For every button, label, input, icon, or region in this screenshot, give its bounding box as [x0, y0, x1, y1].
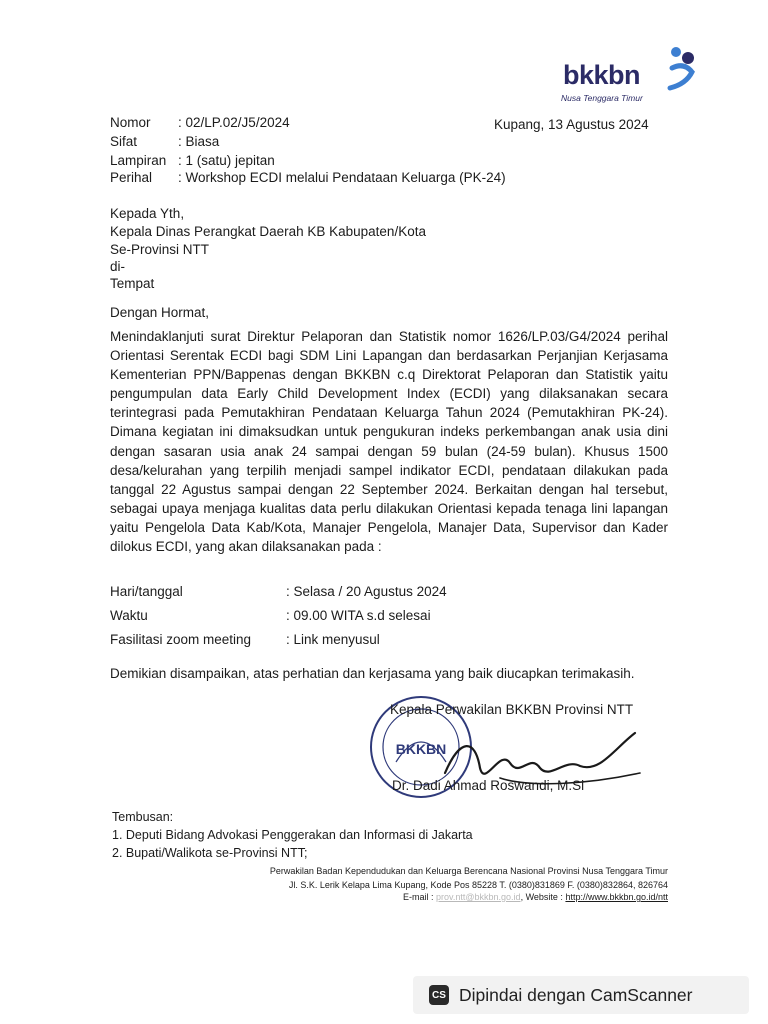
closing-paragraph: Demikian disampaikan, atas perhatian dan kerjasama yang baik diucapkan terimakasih.: [110, 666, 635, 681]
website-link[interactable]: http://www.bkkbn.go.id/ntt: [565, 892, 668, 902]
detail-value: : Selasa / 20 Agustus 2024: [286, 584, 447, 599]
detail-label: Hari/tanggal: [110, 584, 183, 599]
place-date: Kupang, 13 Agustus 2024: [494, 117, 649, 132]
nomor-label: Nomor: [110, 115, 151, 130]
nomor-value: : 02/LP.02/J5/2024: [178, 115, 290, 130]
perihal-value: : Workshop ECDI melalui Pendataan Keluarga (PK-24): [178, 170, 506, 185]
detail-value: : Link menyusul: [286, 632, 380, 647]
greeting: Dengan Hormat,: [110, 305, 210, 320]
footer-institution: Perwakilan Badan Kependudukan dan Keluarga Berencana Nasional Provinsi Nusa Tenggara Timur: [269, 866, 668, 876]
perihal-label: Perihal: [110, 170, 153, 185]
body-paragraph: Menindaklanjuti surat Direktur Pelaporan dan Statistik nomor 1626/LP.03/G4/2024 perihal Orientasi Serentak ECDI bagi SDM Lini Lapangan dan berdasarkan Perjanjian Kerjasama Kementerian PPN/Bappenas dengan BKKBN c.q Direktorat Pelaporan dan Statistik yaitu pengumpulan data Early Child Development Index (ECDI) yang dilaksanakan secara terintegrasi pada Pemutakhiran Pendataan Keluarga Tahun 2024 (Pemutakhiran PK-24). Dimana kegiatan ini dimaksudkan untuk pengukuran indeks perkembangan anak usia dini dengan sasaran usia anak 24 sampai dengan 59 bulan (24-59 bulan). Khusus 1500 desa/kelurahan yang terpilih menjadi sampel indikator ECDI, pendataan dilakukan pada tanggal 22 Agustus sampai dengan 22 September 2024. Berkaitan dengan hal tersebut, sebagai upaya menjaga kualitas data perlu dilakukan Orientasi kepada tenaga lini lapangan yaitu Pengelola Data Kab/Kota, Manajer Pengelola, Manajer Data, Supervisor dan Kader dilokus ECDI, yang akan dilaksanakan pada :: [110, 329, 668, 555]
recipient-line-1: Kepada Yth,: [110, 206, 185, 221]
detail-label: Waktu: [110, 608, 148, 623]
cc-item: 2. Bupati/Walikota se-Provinsi NTT;: [112, 846, 308, 860]
camscanner-icon: CS: [429, 985, 449, 1005]
recipient-line-3: Se-Provinsi NTT: [110, 242, 210, 257]
email-label: E-mail :: [403, 892, 434, 902]
camscanner-badge: [413, 976, 749, 1014]
stamp-text: BKKBN: [395, 741, 447, 757]
detail-value: : 09.00 WITA s.d selesai: [286, 608, 431, 623]
sifat-label: Sifat: [110, 134, 138, 149]
logo-subtitle: Nusa Tenggara Timur: [561, 93, 643, 103]
email-link[interactable]: prov.ntt@bkkbn.go.id: [436, 892, 521, 902]
cc-item: 1. Deputi Bidang Advokasi Penggerakan dan Informasi di Jakarta: [112, 828, 473, 842]
signatory-title: Kepala Perwakilan BKKBN Provinsi NTT: [390, 702, 634, 717]
lampiran-value: : 1 (satu) jepitan: [178, 153, 275, 168]
footer-contacts: [403, 892, 668, 902]
camscanner-label: Dipindai dengan CamScanner: [459, 984, 693, 1005]
cc-heading: Tembusan:: [112, 810, 174, 824]
lampiran-label: Lampiran: [110, 153, 167, 168]
recipient-line-5: Tempat: [110, 276, 155, 291]
website-label: , Website :: [520, 892, 563, 902]
bkkbn-logo: bkkbn: [563, 60, 641, 90]
recipient-line-2: Kepala Dinas Perangkat Daerah KB Kabupaten/Kota: [110, 224, 426, 239]
signatory-name: Dr. Dadi Ahmad Roswandi, M.Si: [392, 778, 585, 793]
recipient-line-4: di-: [110, 259, 126, 274]
bkkbn-logo-icon: [658, 42, 708, 92]
detail-label: Fasilitasi zoom meeting: [110, 632, 252, 647]
sifat-value: : Biasa: [178, 134, 220, 149]
footer-address: Jl. S.K. Lerik Kelapa Lima Kupang, Kode Pos 85228 T. (0380)831869 F. (0380)832864, 826764: [288, 880, 668, 890]
